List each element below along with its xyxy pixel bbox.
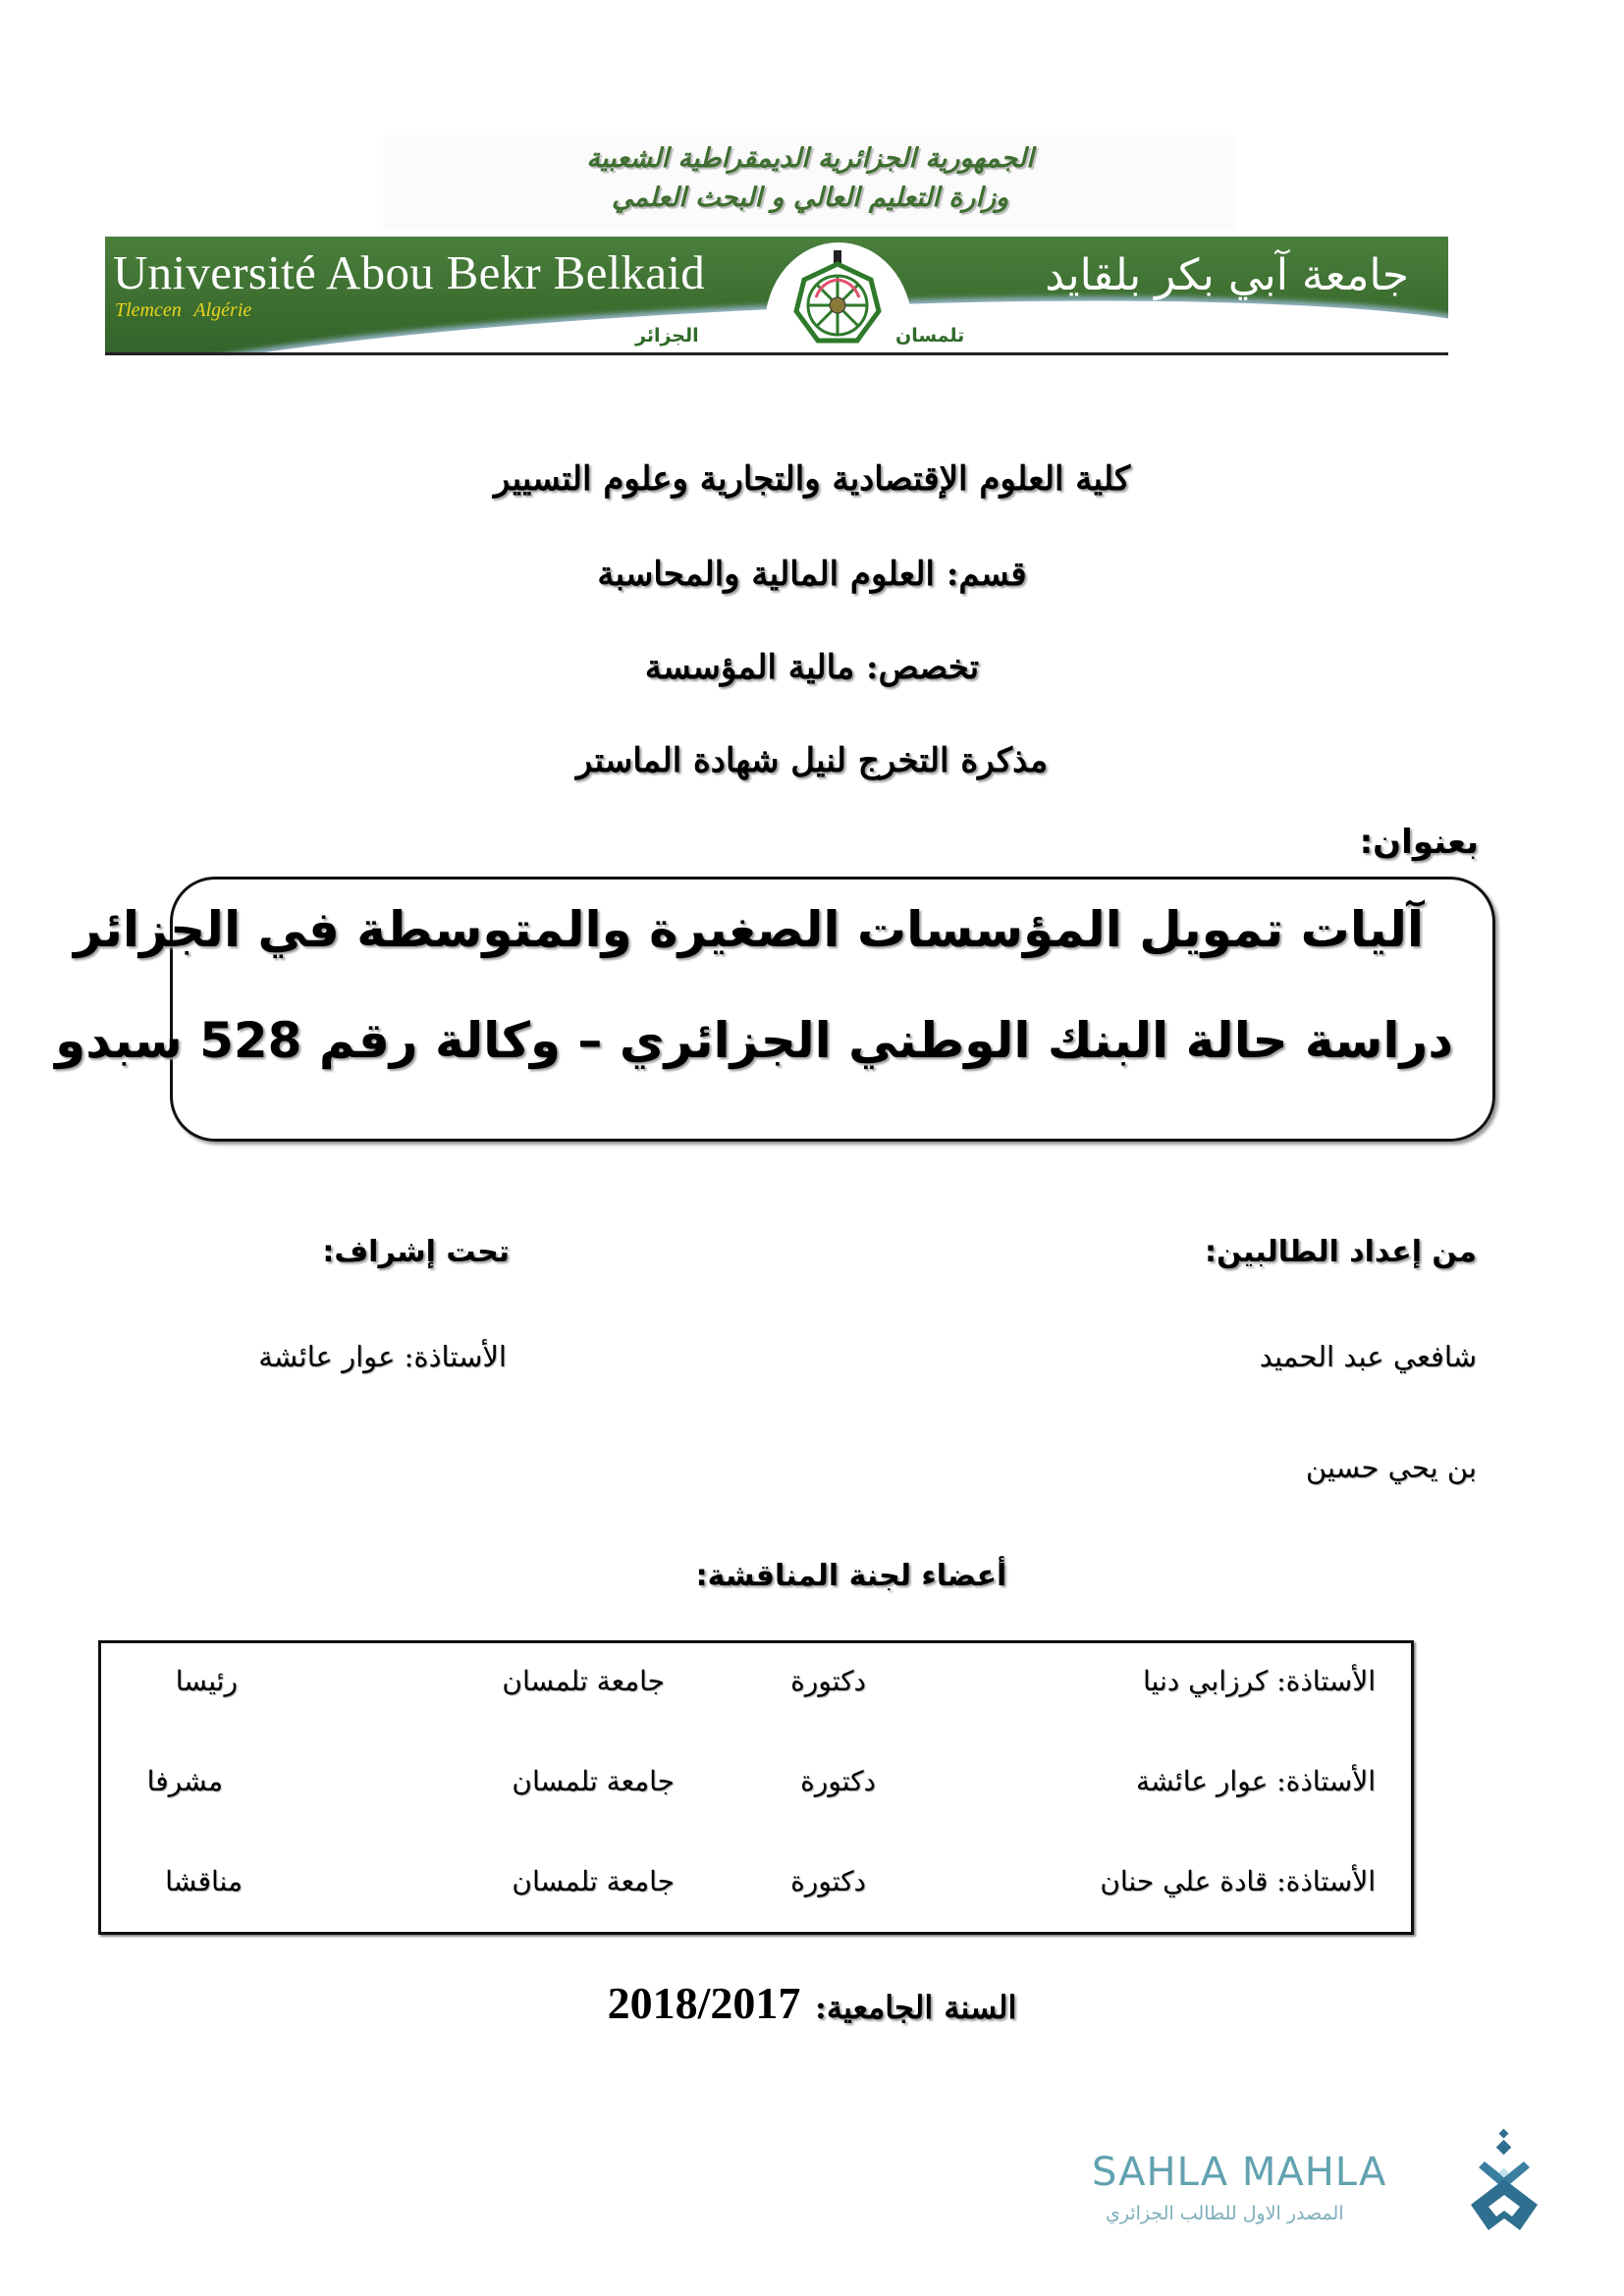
ministry-header <box>383 135 1237 230</box>
university-name-ar: جامعة آبي بكر بلقايد <box>1045 250 1409 300</box>
university-location-fr: Tlemcen Algérie <box>115 299 252 321</box>
sahla-mahla-watermark <box>1092 2128 1543 2236</box>
thesis-title-line1: آليات تمويل المؤسسات الصغيرة والمتوسطة في الجزائر <box>74 901 1424 958</box>
seal-right-text: تلمسان <box>895 325 965 347</box>
memo-type-heading: مذكرة التخرج لنيل شهادة الماستر <box>575 741 1049 780</box>
thesis-title-line2: دراسة حالة البنك الوطني الجزائري – وكالة رقم 528 سبدو <box>55 1012 1453 1069</box>
jury-member-name: الأستاذة: كرزابي دنيا <box>1142 1665 1376 1697</box>
republic-name: الجمهورية الجزائرية الديمقراطية الشعبية <box>586 143 1034 174</box>
jury-member-grade: دكتورة <box>790 1865 866 1897</box>
academic-year-value: 2018/2017 <box>607 1978 801 2028</box>
prepared-by-label: من إعداد الطالبين: <box>1204 1235 1477 1269</box>
faculty-heading: كلية العلوم الإقتصادية والتجارية وعلوم التسيير <box>493 459 1131 499</box>
jury-table <box>98 1640 1414 1935</box>
supervisor-name: الأستاذة: عوار عائشة <box>258 1340 507 1373</box>
student-name: بن يحي حسين <box>1305 1451 1477 1484</box>
banner-rule <box>105 352 1448 355</box>
table-row <box>101 1865 1411 1924</box>
jury-member-university: جامعة تلمسان <box>502 1665 665 1697</box>
academic-year-label: السنة الجامعية: <box>815 1989 1017 2026</box>
jury-label-text: أعضاء لجنة المناقشة: <box>695 1559 1007 1593</box>
supervision-label: تحت إشراف: <box>322 1235 510 1269</box>
jury-member-role: مشرفا <box>146 1765 223 1797</box>
table-row <box>101 1765 1411 1824</box>
jury-member-university: جامعة تلمسان <box>512 1765 675 1797</box>
jury-label <box>0 1559 1624 1593</box>
watermark-subtitle: المصدر الاول للطالب الجزائري <box>1106 2203 1344 2224</box>
jury-member-university: جامعة تلمسان <box>512 1865 675 1897</box>
jury-member-name: الأستاذة: عوار عائشة <box>1135 1765 1376 1797</box>
table-row <box>101 1665 1411 1724</box>
specialty-heading: تخصص: مالية المؤسسة <box>644 648 980 687</box>
sahla-mahla-logo-icon <box>1465 2128 1543 2236</box>
thesis-title-box <box>55 877 1495 1142</box>
university-name-fr: Université Abou Bekr Belkaid <box>113 245 706 299</box>
student-name: شافعي عبد الحميد <box>1259 1340 1477 1373</box>
academic-year <box>0 1977 1624 2029</box>
department-heading: قسم: العلوم المالية والمحاسبة <box>597 555 1027 594</box>
ministry-name: وزارة التعليم العالي و البحث العلمي <box>611 183 1009 213</box>
university-banner <box>105 237 1448 355</box>
university-seal-icon <box>792 250 883 348</box>
jury-member-name: الأستاذة: قادة علي حنان <box>1100 1865 1376 1897</box>
jury-member-grade: دكتورة <box>800 1765 876 1797</box>
seal-left-text: الجزائر <box>635 325 699 347</box>
jury-member-role: مناقشا <box>165 1865 243 1897</box>
watermark-title: SAHLA MAHLA <box>1092 2150 1387 2195</box>
jury-member-grade: دكتورة <box>790 1665 866 1697</box>
jury-member-role: رئيسا <box>175 1665 238 1697</box>
title-label: بعنوان: <box>1359 823 1479 862</box>
